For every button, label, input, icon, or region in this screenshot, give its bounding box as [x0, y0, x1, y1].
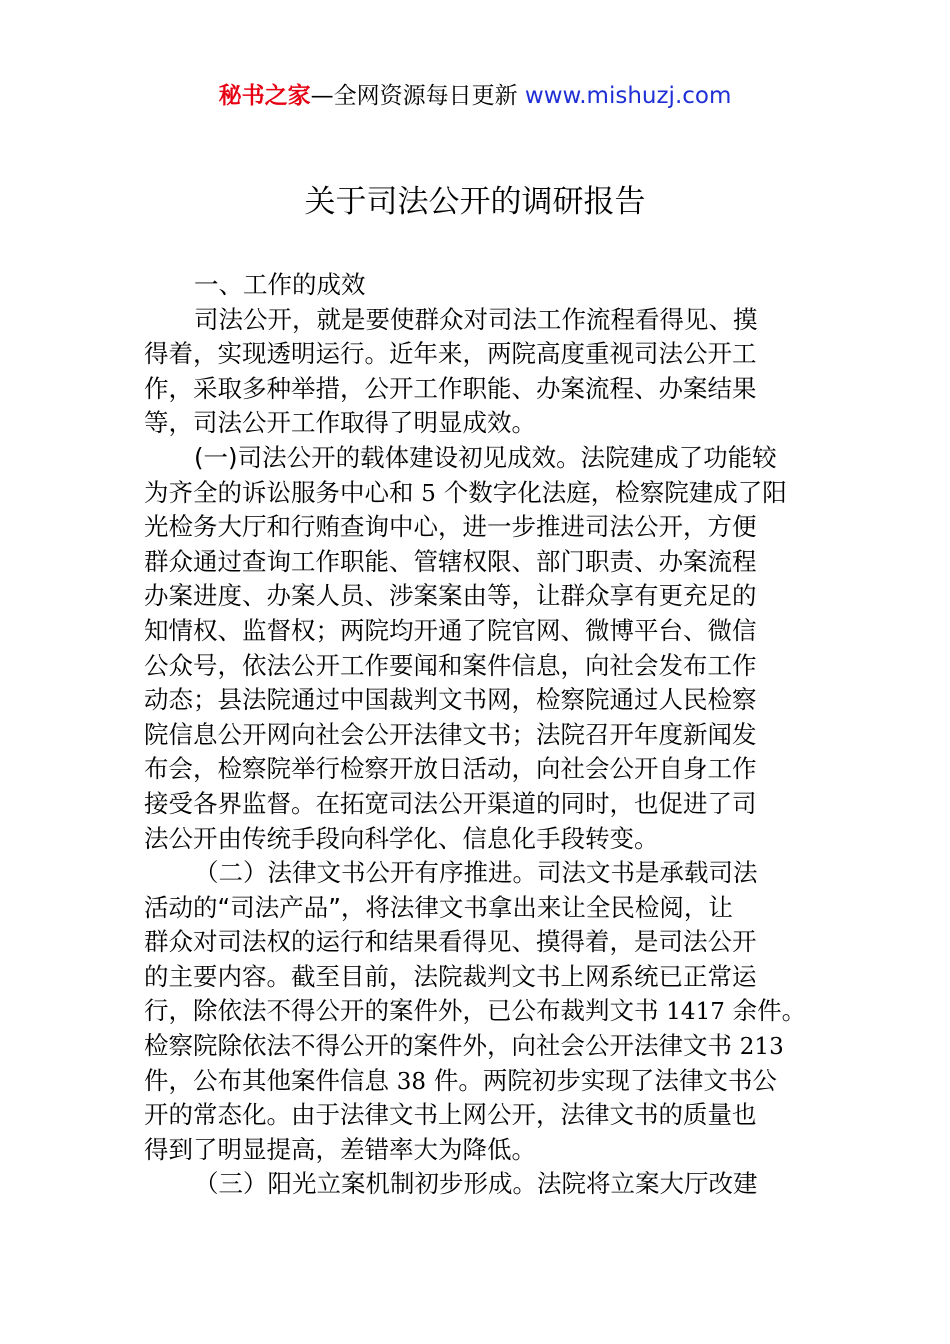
- text-line: 动态；县法院通过中国裁判文书网，检察院通过人民检察: [144, 685, 757, 715]
- text-line: 行，除依法不得公开的案件外，已公布裁判文书 1417 余件。: [144, 996, 807, 1026]
- text-line: 作，采取多种举措，公开工作职能、办案流程、办案结果: [144, 373, 757, 403]
- site-url-link[interactable]: www.mishuzj.com: [524, 83, 732, 109]
- text-line: 等，司法公开工作取得了明显成效。: [144, 408, 536, 438]
- text-line: 开的常态化。由于法律文书上网公开，法律文书的质量也: [144, 1100, 757, 1130]
- number-text: 38: [396, 1068, 427, 1095]
- text-line: (一)司法公开的载体建设初见成效。法院建成了功能较: [194, 442, 777, 472]
- document-title: 关于司法公开的调研报告: [304, 184, 646, 220]
- number-text: 5: [421, 480, 436, 507]
- text-line: 光检务大厅和行贿查询中心，进一步推进司法公开，方便: [144, 512, 757, 542]
- text-line: 公众号，依法公开工作要闻和案件信息，向社会发布工作: [144, 650, 757, 680]
- text-line: 的主要内容。截至目前，法院裁判文书上网系统已正常运: [144, 961, 757, 991]
- text-line: 得到了明显提高，差错率大为降低。: [144, 1134, 536, 1164]
- header-slogan: —全网资源每日更新: [310, 83, 525, 109]
- text-line: 知情权、监督权；两院均开通了院官网、微博平台、微信: [144, 615, 757, 645]
- text-line: 活动的“司法产品”，将法律文书拿出来让全民检阅，让: [144, 892, 733, 922]
- text-line: 司法公开，就是要使群众对司法工作流程看得见、摸: [194, 304, 758, 334]
- text-line: 得着，实现透明运行。近年来，两院高度重视司法公开工: [144, 339, 757, 369]
- text-line: 群众通过查询工作职能、管辖权限、部门职责、办案流程: [144, 546, 757, 576]
- text-line: 群众对司法权的运行和结果看得见、摸得着，是司法公开: [144, 927, 757, 957]
- text-line: 为齐全的诉讼服务中心和 5 个数字化法庭，检察院建成了阳: [144, 477, 787, 507]
- text-line: 接受各界监督。在拓宽司法公开渠道的同时，也促进了司: [144, 788, 757, 818]
- text-line: （二）法律文书公开有序推进。司法文书是承载司法: [194, 858, 758, 888]
- text-line: 院信息公开网向社会公开法律文书；法院召开年度新闻发: [144, 719, 757, 749]
- number-text: 1417: [666, 999, 725, 1026]
- text-line: 件，公布其他案件信息 38 件。两院初步实现了法律文书公: [144, 1065, 777, 1095]
- text-line: 检察院除依法不得公开的案件外，向社会公开法律文书 213: [144, 1031, 784, 1061]
- number-text: 213: [739, 1034, 784, 1061]
- text-line: 布会，检察院举行检察开放日活动，向社会公开自身工作: [144, 754, 757, 784]
- text-line: （三）阳光立案机制初步形成。法院将立案大厅改建: [194, 1169, 758, 1199]
- text-line: 一、工作的成效: [194, 270, 366, 299]
- site-header: [0, 80, 950, 112]
- document-body: [144, 268, 808, 1202]
- text-line: 法公开由传统手段向科学化、信息化手段转变。: [144, 823, 659, 853]
- brand-name: 秘书之家: [218, 83, 311, 109]
- text-line: 办案进度、办案人员、涉案案由等，让群众享有更充足的: [144, 581, 757, 611]
